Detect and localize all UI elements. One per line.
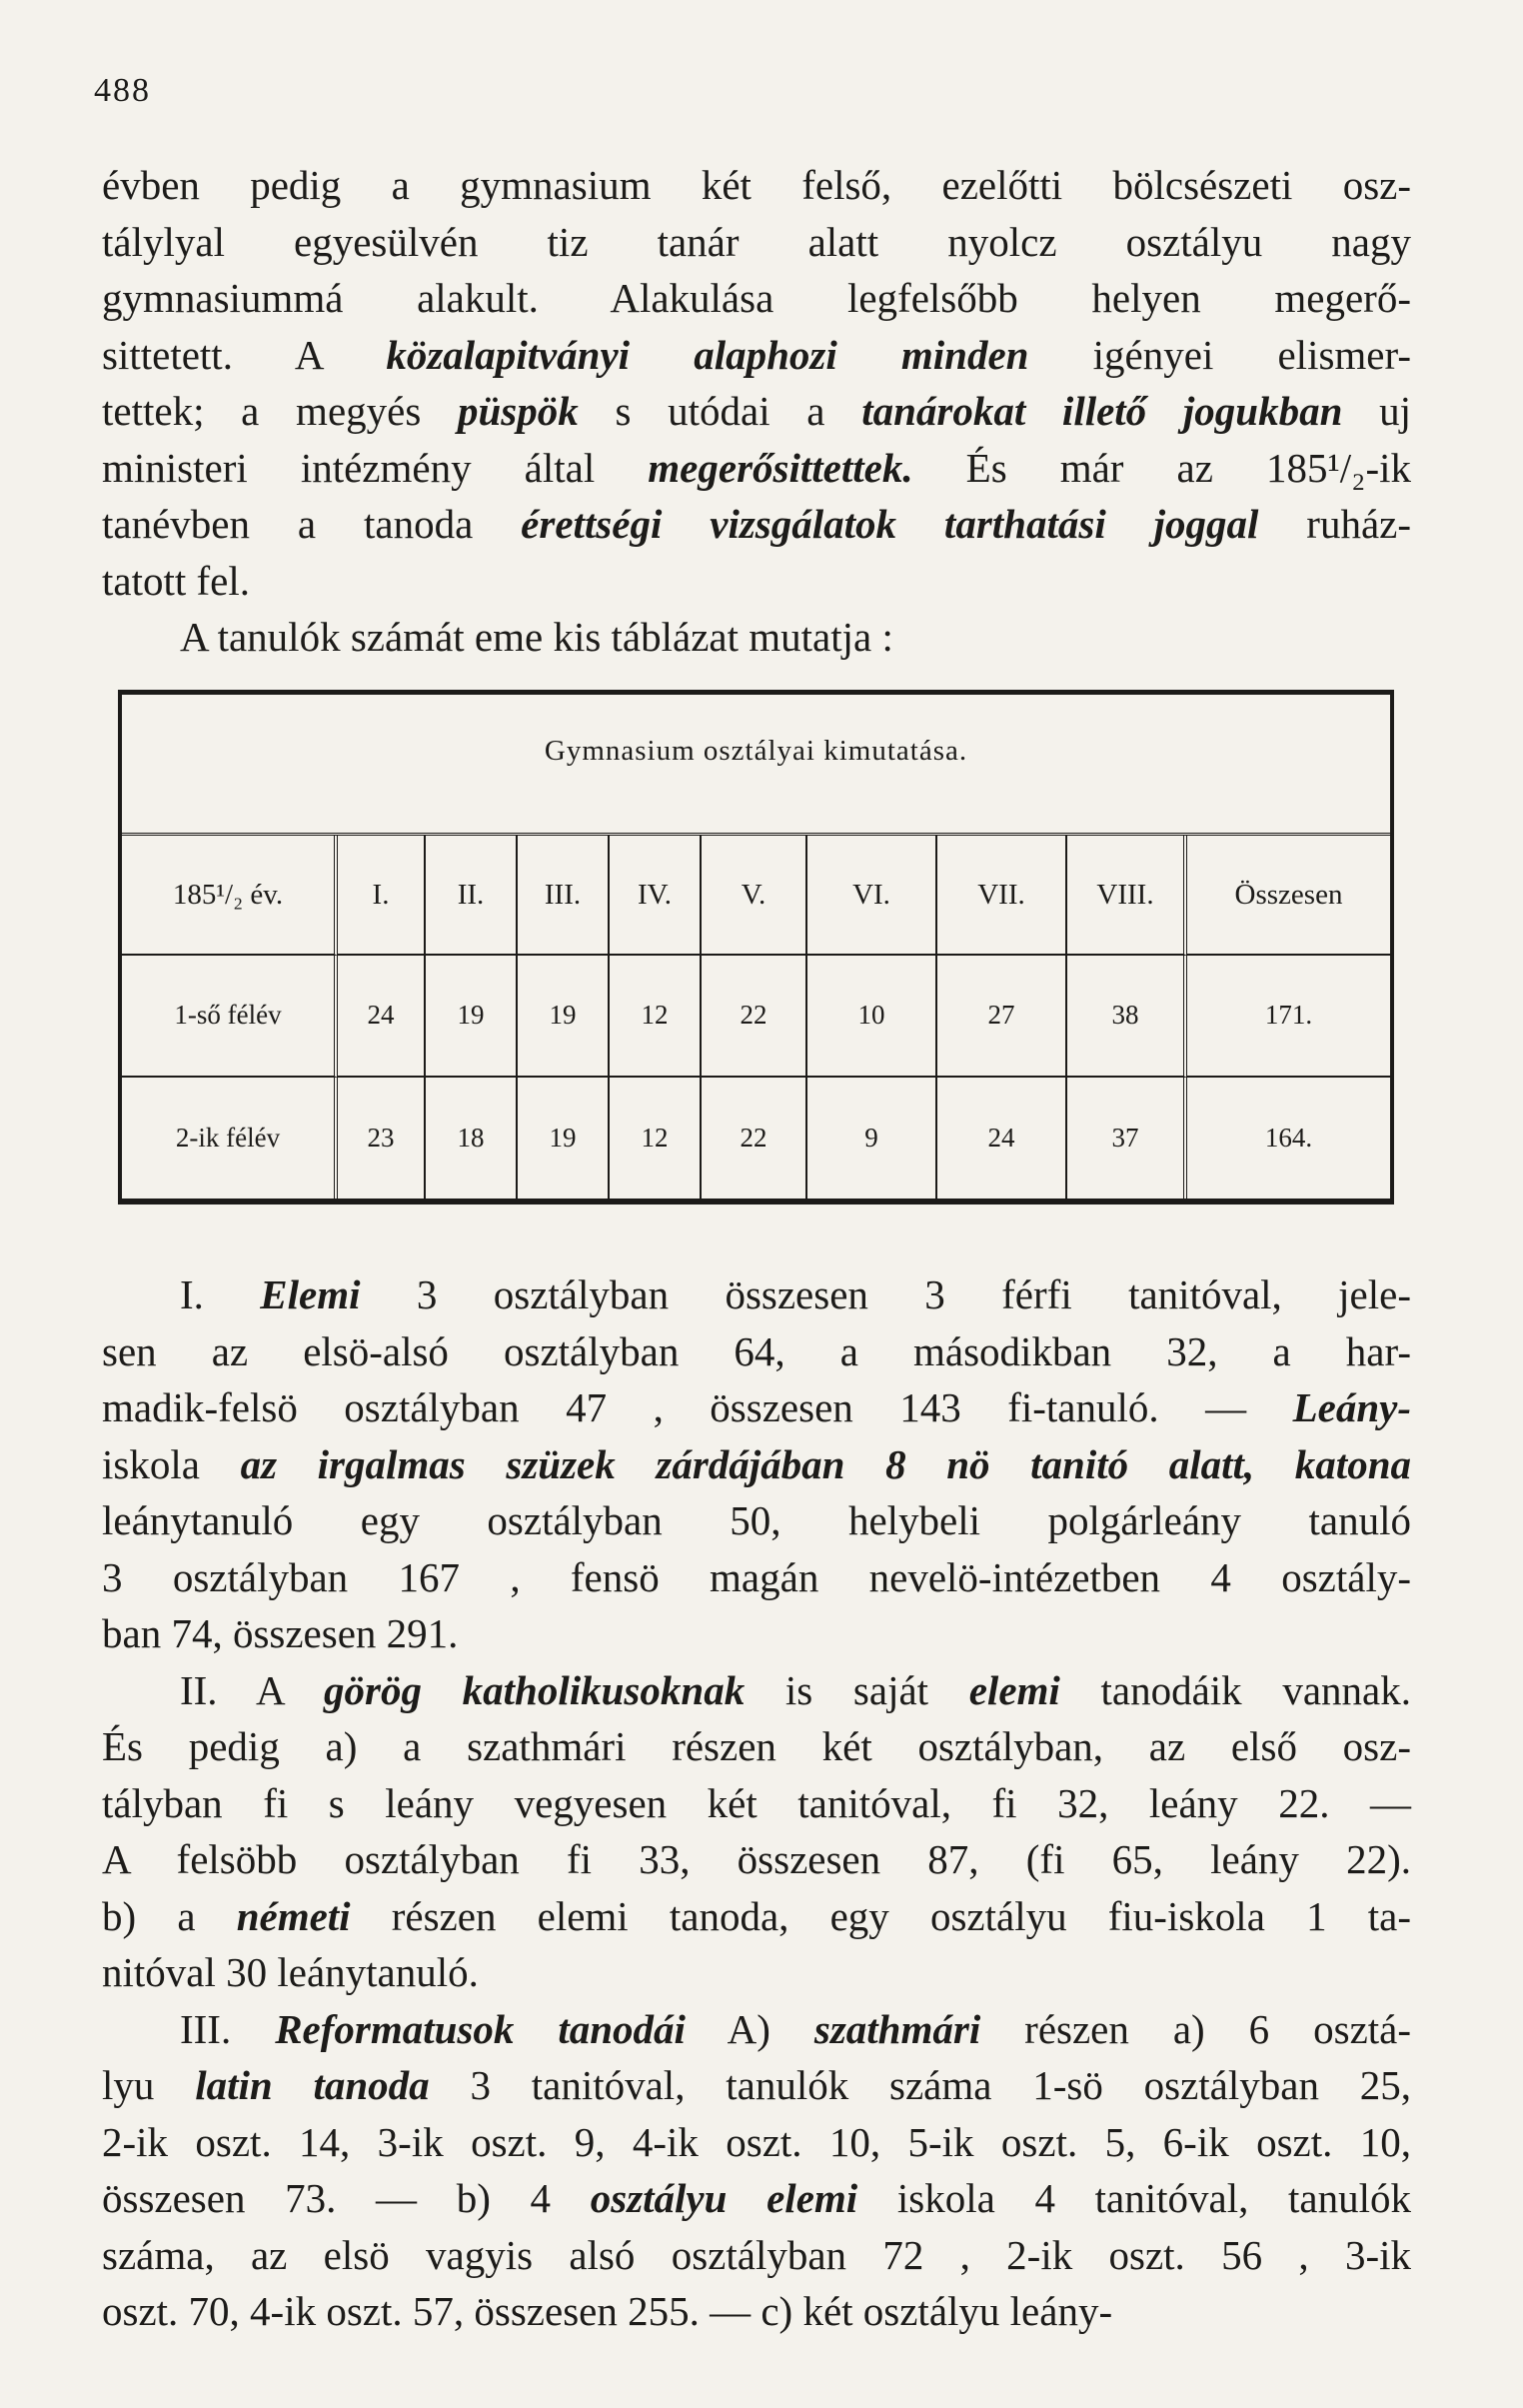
italic-phrase: Reformatusok tanodái bbox=[275, 2005, 686, 2052]
table-header-cell: Összesen bbox=[1187, 836, 1390, 956]
text-run: 3 osztályban 167 , fensö magán nevelö-intézetben 4 osztály- bbox=[102, 1553, 1411, 1600]
table-cell: 164. bbox=[1264, 1122, 1313, 1153]
table-cell: 10 bbox=[807, 956, 937, 1078]
text-run: száma, az elsö vagyis alsó osztályban 72 , 2-ik oszt. 56 , 3-ik bbox=[102, 2231, 1411, 2278]
table-cell: 24 bbox=[937, 1078, 1067, 1200]
text-line bbox=[102, 214, 1411, 271]
italic-phrase: latin tanoda bbox=[195, 2062, 430, 2108]
text-line bbox=[102, 2170, 1411, 2227]
page-number: 488 bbox=[94, 72, 151, 109]
text-line bbox=[102, 157, 1411, 214]
text-run: részen a) 6 osztá- bbox=[980, 2005, 1412, 2052]
text-run: oszt. 70, 4-ik oszt. 57, összesen 255. — c) két osztályu leány- bbox=[102, 2288, 1113, 2334]
text-line bbox=[102, 2001, 1411, 2058]
table-cell: 19 bbox=[426, 956, 518, 1078]
text-run: részen elemi tanoda, egy osztályu fiu-iskola 1 ta- bbox=[350, 1892, 1411, 1939]
table-header-cell: V. bbox=[702, 836, 807, 956]
text-run: s utódai a bbox=[578, 388, 862, 434]
table-cell: 23 bbox=[338, 1078, 426, 1200]
text-run: tálylyal egyesülvén tiz tanár alatt nyolcz osztályu nagy bbox=[102, 218, 1411, 265]
italic-phrase: szathmári bbox=[813, 2005, 981, 2052]
text-run: 2-ik oszt. 14, 3-ik oszt. 9, 4-ik oszt. 10, 5-ik oszt. 5, 6-ik oszt. 10, bbox=[102, 2118, 1411, 2165]
text-run: uj bbox=[1342, 388, 1411, 434]
table-cell: 38 bbox=[1067, 956, 1187, 1078]
table-cell: 18 bbox=[426, 1078, 518, 1200]
text-line bbox=[102, 1944, 1411, 2001]
italic-phrase: közalapitványi alaphozi minden bbox=[386, 331, 1029, 378]
text-run: leánytanuló egy osztályban 50, helybeli polgárleány tanuló bbox=[102, 1497, 1411, 1543]
text-line bbox=[102, 270, 1411, 327]
table-cell: 171. bbox=[1187, 956, 1390, 1078]
text-line bbox=[102, 1379, 1411, 1436]
text-run: tályban fi s leány vegyesen két tanitóval, fi 32, leány 22. — bbox=[102, 1779, 1411, 1826]
text-run: A) bbox=[685, 2005, 814, 2052]
table-header-cell: III. bbox=[518, 836, 610, 956]
table-cell: 22 bbox=[702, 956, 807, 1078]
table-cell: 19 bbox=[518, 956, 610, 1078]
text-run: tanodáik vannak. bbox=[1059, 1666, 1411, 1713]
intro-paragraph bbox=[102, 157, 1411, 666]
text-line bbox=[102, 1323, 1411, 1380]
text-line bbox=[102, 2057, 1411, 2114]
text-run: I. bbox=[180, 1271, 261, 1317]
text-run: II. A bbox=[180, 1666, 325, 1713]
table-cell: 1-ső félév bbox=[122, 956, 338, 1078]
text-line bbox=[102, 2227, 1411, 2284]
text-line bbox=[102, 1605, 1411, 1662]
table-header-cell: VII. bbox=[937, 836, 1067, 956]
table-cell: 12 bbox=[610, 956, 702, 1078]
text-run: sen az elsö-alsó osztályban 64, a másodikban 32, a har- bbox=[102, 1327, 1411, 1374]
table-header-cell: VI. bbox=[807, 836, 937, 956]
text-line bbox=[102, 1266, 1411, 1323]
text-run: 3 tanitóval, tanulók száma 1-sö osztályban 25, bbox=[429, 2062, 1411, 2108]
text-line bbox=[102, 1718, 1411, 1775]
text-run: madik-felsö osztályban 47 , összesen 143 fi-tanuló. — bbox=[102, 1384, 1293, 1430]
text-line bbox=[102, 327, 1411, 384]
table-cell: 2-ik félév bbox=[122, 1078, 338, 1200]
table-header-cell: 185¹/₂ év. bbox=[122, 836, 338, 956]
text-run: A tanulók számát eme kis táblázat mutatja : bbox=[180, 614, 893, 660]
italic-phrase: görög katholikusoknak bbox=[324, 1666, 746, 1713]
text-line bbox=[102, 1492, 1411, 1549]
text-run: A felsöbb osztályban fi 33, összesen 87, (fi 65, leány 22). bbox=[102, 1836, 1411, 1882]
text-line bbox=[102, 2114, 1411, 2171]
text-line bbox=[102, 440, 1411, 497]
text-run: ban 74, összesen 291. bbox=[102, 1610, 459, 1656]
italic-phrase: megerősittettek. bbox=[648, 444, 913, 491]
italic-phrase: tanárokat illető jogukban bbox=[861, 388, 1343, 434]
text-line bbox=[102, 1662, 1411, 1719]
italic-phrase: elemi bbox=[968, 1666, 1060, 1713]
table-cell: 9 bbox=[807, 1078, 937, 1200]
italic-phrase: Elemi bbox=[260, 1271, 361, 1317]
text-run: ministeri intézmény által bbox=[102, 444, 649, 491]
table-grid bbox=[122, 833, 1390, 1199]
table-cell: 27 bbox=[937, 956, 1067, 1078]
italic-phrase: németi bbox=[236, 1892, 351, 1939]
table-header-cell: II. bbox=[426, 836, 518, 956]
text-run: igényei elismer- bbox=[1028, 331, 1411, 378]
italic-phrase: Leány- bbox=[1292, 1384, 1411, 1430]
text-run: És már az 185¹/₂-ik bbox=[912, 444, 1411, 491]
text-run: összesen 73. — b) 4 bbox=[102, 2175, 591, 2221]
text-run: iskola bbox=[102, 1440, 200, 1487]
table-cell: 19 bbox=[518, 1078, 610, 1200]
text-run: 3 osztályban összesen 3 férfi tanitóval, jele- bbox=[360, 1271, 1411, 1317]
text-line bbox=[102, 609, 1411, 666]
text-run: is saját bbox=[745, 1666, 969, 1713]
text-run: lyu bbox=[102, 2062, 196, 2108]
table-cell: 12 bbox=[610, 1078, 702, 1200]
table-cell: 37 bbox=[1067, 1078, 1187, 1200]
text-run: sittetett. A bbox=[102, 331, 387, 378]
text-line bbox=[102, 383, 1411, 440]
text-run: iskola 4 tanitóval, tanulók bbox=[857, 2175, 1411, 2221]
table-cell: 24 bbox=[338, 956, 426, 1078]
text-line bbox=[102, 496, 1411, 553]
text-run: b) a bbox=[102, 1892, 237, 1939]
text-run: És pedig a) a szathmári részen két osztályban, az első osz- bbox=[102, 1723, 1411, 1769]
text-run: gymnasiummá alakult. Alakulása legfelsőbb helyen megerő- bbox=[102, 275, 1411, 321]
italic-phrase: az irgalmas szüzek zárdájában 8 nö tanitó alatt, katona bbox=[199, 1440, 1411, 1487]
text-run: ruház- bbox=[1258, 501, 1411, 547]
text-run: tatott fel. bbox=[102, 557, 251, 604]
table-caption: Gymnasium osztályai kimutatása. bbox=[544, 735, 968, 767]
text-run: évben pedig a gymnasium két felső, ezelőtti bölcsészeti osz- bbox=[102, 162, 1411, 208]
table-header-cell: I. bbox=[338, 836, 426, 956]
italic-phrase: püspök bbox=[458, 388, 579, 434]
text-line bbox=[102, 1549, 1411, 1606]
italic-phrase: osztályu elemi bbox=[590, 2175, 858, 2221]
table-header-cell: IV. bbox=[610, 836, 702, 956]
text-line bbox=[102, 1436, 1411, 1493]
gymnasium-table bbox=[118, 690, 1394, 1204]
text-line bbox=[102, 1775, 1411, 1832]
text-line bbox=[102, 1831, 1411, 1888]
text-run: III. bbox=[180, 2005, 276, 2052]
schools-paragraph bbox=[102, 1266, 1411, 2340]
text-run: tettek; a megyés bbox=[102, 388, 458, 434]
text-run: nitóval 30 leánytanuló. bbox=[102, 1949, 479, 1995]
text-line bbox=[102, 1888, 1411, 1945]
text-line bbox=[102, 553, 1411, 610]
table-cell: 22 bbox=[702, 1078, 807, 1200]
text-run: tanévben a tanoda bbox=[102, 501, 522, 547]
italic-phrase: érettségi vizsgálatok tarthatási joggal bbox=[521, 501, 1259, 547]
table-header-cell: VIII. bbox=[1067, 836, 1187, 956]
text-line bbox=[102, 2283, 1411, 2340]
